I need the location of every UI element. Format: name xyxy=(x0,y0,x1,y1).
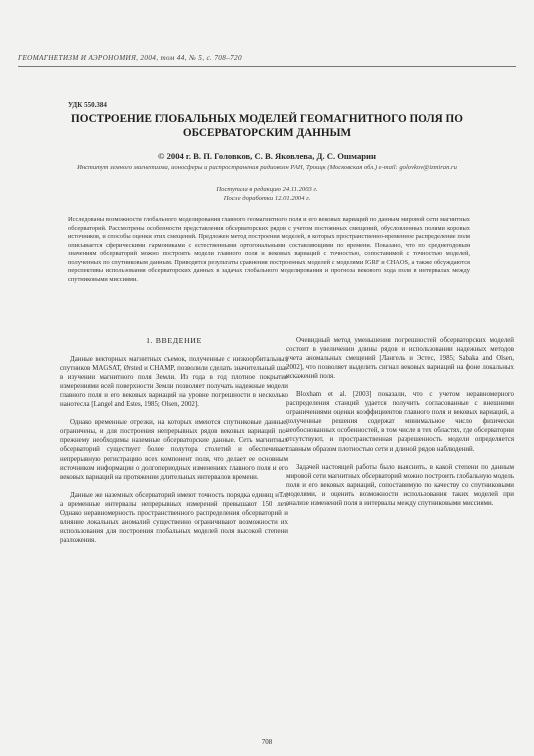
paragraph: Задачей настоящей работы было выяснить, в какой степени по данным мировой сети магнитных обсерваторий можно построить глобальную модель поля и его вековых вариаций, сопоставимую по качеству со спутниковыми моделями, и оценить возможности использования таких моделей при анализе изменений поля в интервалы между спутниковыми миссиями. xyxy=(286,463,514,507)
running-head: ГЕОМАГНЕТИЗМ И АЭРОНОМИЯ, 2004, том 44, № 5, с. 708–720 xyxy=(18,54,242,62)
author-line: © 2004 г. В. П. Головков, С. В. Яковлева, Д. С. Ошмарин xyxy=(158,151,376,161)
submission-dates xyxy=(150,186,384,203)
received-date: Поступила в редакцию 24.11.2003 г. xyxy=(216,186,318,193)
paragraph: Очевидный метод уменьшения погрешностей обсерваторских моделей состоит в увеличении длины рядов и использовании надежных методов учета аномальных смещений [Лангель и Эстес, 1985; Sabaka and Olsen, 2002], что позволяет выделить сигнал вековых вариаций на фоне локальных искажений поля. xyxy=(286,337,514,381)
paragraph: Данные же наземных обсерваторий имеют точность порядка единиц нТл, а временные интервалы непрерывных измерений превышают 150 лет. Однако неравномерность пространственного распределения обсерваторий и влияние локальных аномалий существенно ограничивают возможности их использования для построения глобальных моделей поля высокой степени разложения. xyxy=(60,491,288,544)
udk-code: УДК 550.384 xyxy=(68,101,107,109)
header-rule xyxy=(18,66,516,67)
paragraph: Bloxham et al. [2003] показали, что с учетом неравномерного распределения станций удается получить согласованные с внешними ограничениями оценки коэффициентов главного поля и вековых вариаций, а полученные решения содержат минимальное число физически необоснованных особенностей, в том числе в тех областях, где обсерватории отсутствуют, и пространственная разрешенность модели определяется главным образом плотностью сети и длиной рядов наблюдений. xyxy=(286,391,514,453)
revised-date: После доработки 12.01.2004 г. xyxy=(223,194,311,202)
paragraph: Однако временные отрезки, на которых имеются спутниковые данные, ограничены, и для построения непрерывных рядов вековых вариаций по-прежнему необходимы наземные обсерваторские данные. Сеть магнитных обсерваторий существует более полутора столетий и обеспечивает непрерывную регистрацию всех компонент поля, что делает ее основным источником информации о долгопериодных изменениях главного поля и его вековых вариаций на протяжении длительных интервалов времени. xyxy=(60,419,288,481)
abstract: Исследованы возможности глобального моделирования главного геомагнитного поля и его вековых вариаций по данным мировой сети магнитных обсерваторий. Рассмотрены особенности представления обсерваторских рядов с учетом постоянных смещений, обусловленных полями коровых источников, и способы оценки этих смещений. Предложен метод построения моделей, в которых пространственно-временное распределение поля описывается сферическими гармониками с естественными ортогональными составляющими по времени. Показано, что по среднегодовым значениям обсерваторий можно построить модели главного поля и вековых вариаций с точностью, сопоставимой с точностью моделей, полученных по спутниковым данным. Приводятся результаты сравнения построенных моделей с моделями IGRF и CHAOS, а также обсуждаются перспективы использования обсерваторских данных в задачах глобального моделирования и прогноза векового хода поля в интервалах между спутниковыми миссиями. xyxy=(68,216,470,283)
right-column xyxy=(286,336,514,702)
section-heading: 1. ВВЕДЕНИЕ xyxy=(146,336,202,345)
paragraph: Данные векторных магнитных съемок, полученные с низкоорбитальных спутников MAGSAT, Ørsted и CHAMP, позволили сделать значительный шаг в изучении магнитного поля Земли. Из года в год плотное покрытие измерениями всей поверхности Земли позволяет получать надежные модели главного поля и его вековых вариаций на уровне погрешности в несколько нанотесла [Langel and Estes, 1985; Olsen, 2002]. xyxy=(60,356,288,409)
left-column xyxy=(60,336,288,702)
affiliation: Институт земного магнетизма, ионосферы и распространения радиоволн РАН, Троицк (Московская обл.) e-mail: golovkov@izmiran.ru xyxy=(77,164,457,171)
page-number: 708 xyxy=(261,738,273,746)
article-title: ПОСТРОЕНИЕ ГЛОБАЛЬНЫХ МОДЕЛЕЙ ГЕОМАГНИТНОГО ПОЛЯ ПО ОБСЕРВАТОРСКИМ ДАННЫМ xyxy=(71,113,463,139)
